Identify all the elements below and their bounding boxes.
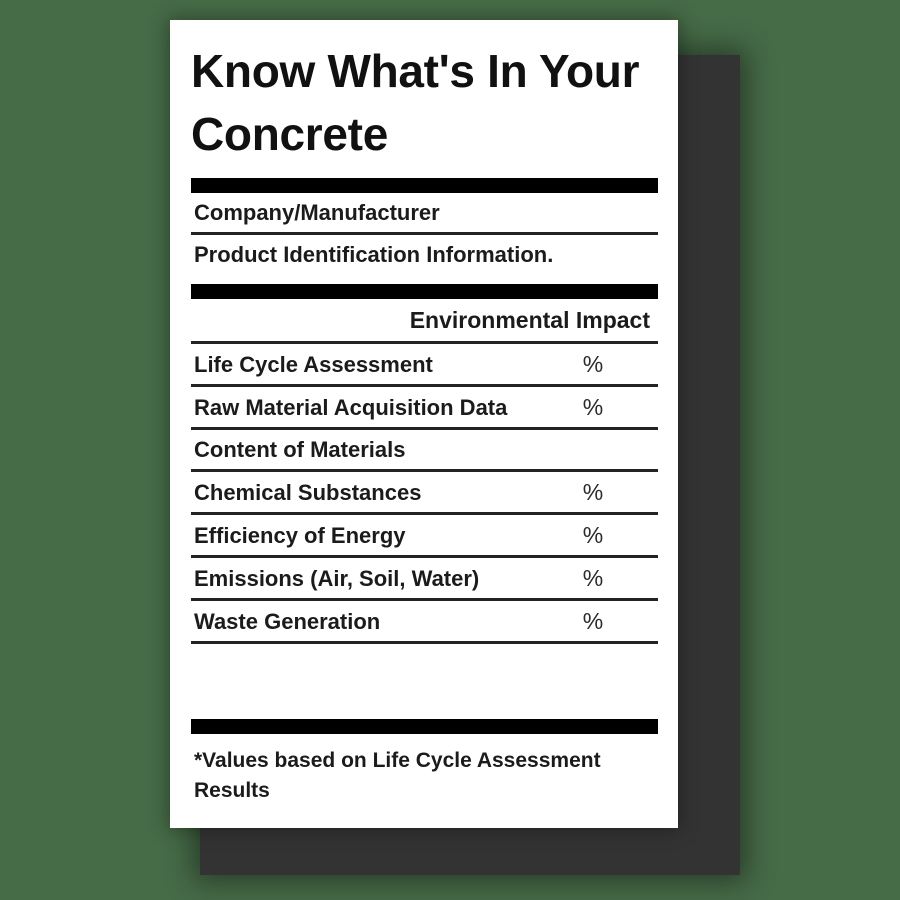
row-value: %: [582, 394, 604, 420]
row-value: %: [582, 608, 604, 634]
company-manufacturer-row: Company/Manufacturer: [191, 193, 658, 235]
row-label: Waste Generation: [194, 609, 381, 634]
table-row: [191, 472, 658, 515]
table-row: [191, 430, 658, 472]
label-content: [191, 20, 659, 806]
footnote: *Values based on Life Cycle Assessment Results: [194, 749, 601, 802]
divider-bar-bottom: [191, 719, 658, 734]
row-label: Raw Material Acquisition Data: [194, 395, 508, 420]
table-row: [191, 387, 658, 430]
row-label: Efficiency of Energy: [194, 523, 406, 548]
row-label: Content of Materials: [194, 437, 406, 462]
row-value: %: [582, 479, 604, 505]
row-value: %: [582, 565, 604, 591]
row-value: %: [582, 351, 604, 377]
concrete-label-card: [170, 20, 678, 828]
row-label: Chemical Substances: [194, 480, 422, 505]
row-label: Life Cycle Assessment: [194, 352, 433, 377]
table-row: [191, 601, 658, 644]
blank-space: [191, 644, 659, 719]
divider-bar-middle: [191, 284, 658, 299]
table-row: [191, 344, 658, 387]
table-row: [191, 515, 658, 558]
row-label: Emissions (Air, Soil, Water): [194, 566, 480, 591]
divider-bar-top: [191, 178, 658, 193]
product-identification-row: Product Identification Information.: [194, 242, 554, 267]
section-heading-environmental-impact: Environmental Impact: [191, 299, 658, 344]
page-title: Know What's In Your Concrete: [191, 45, 640, 160]
row-value: %: [582, 522, 604, 548]
table-row: [191, 558, 658, 601]
